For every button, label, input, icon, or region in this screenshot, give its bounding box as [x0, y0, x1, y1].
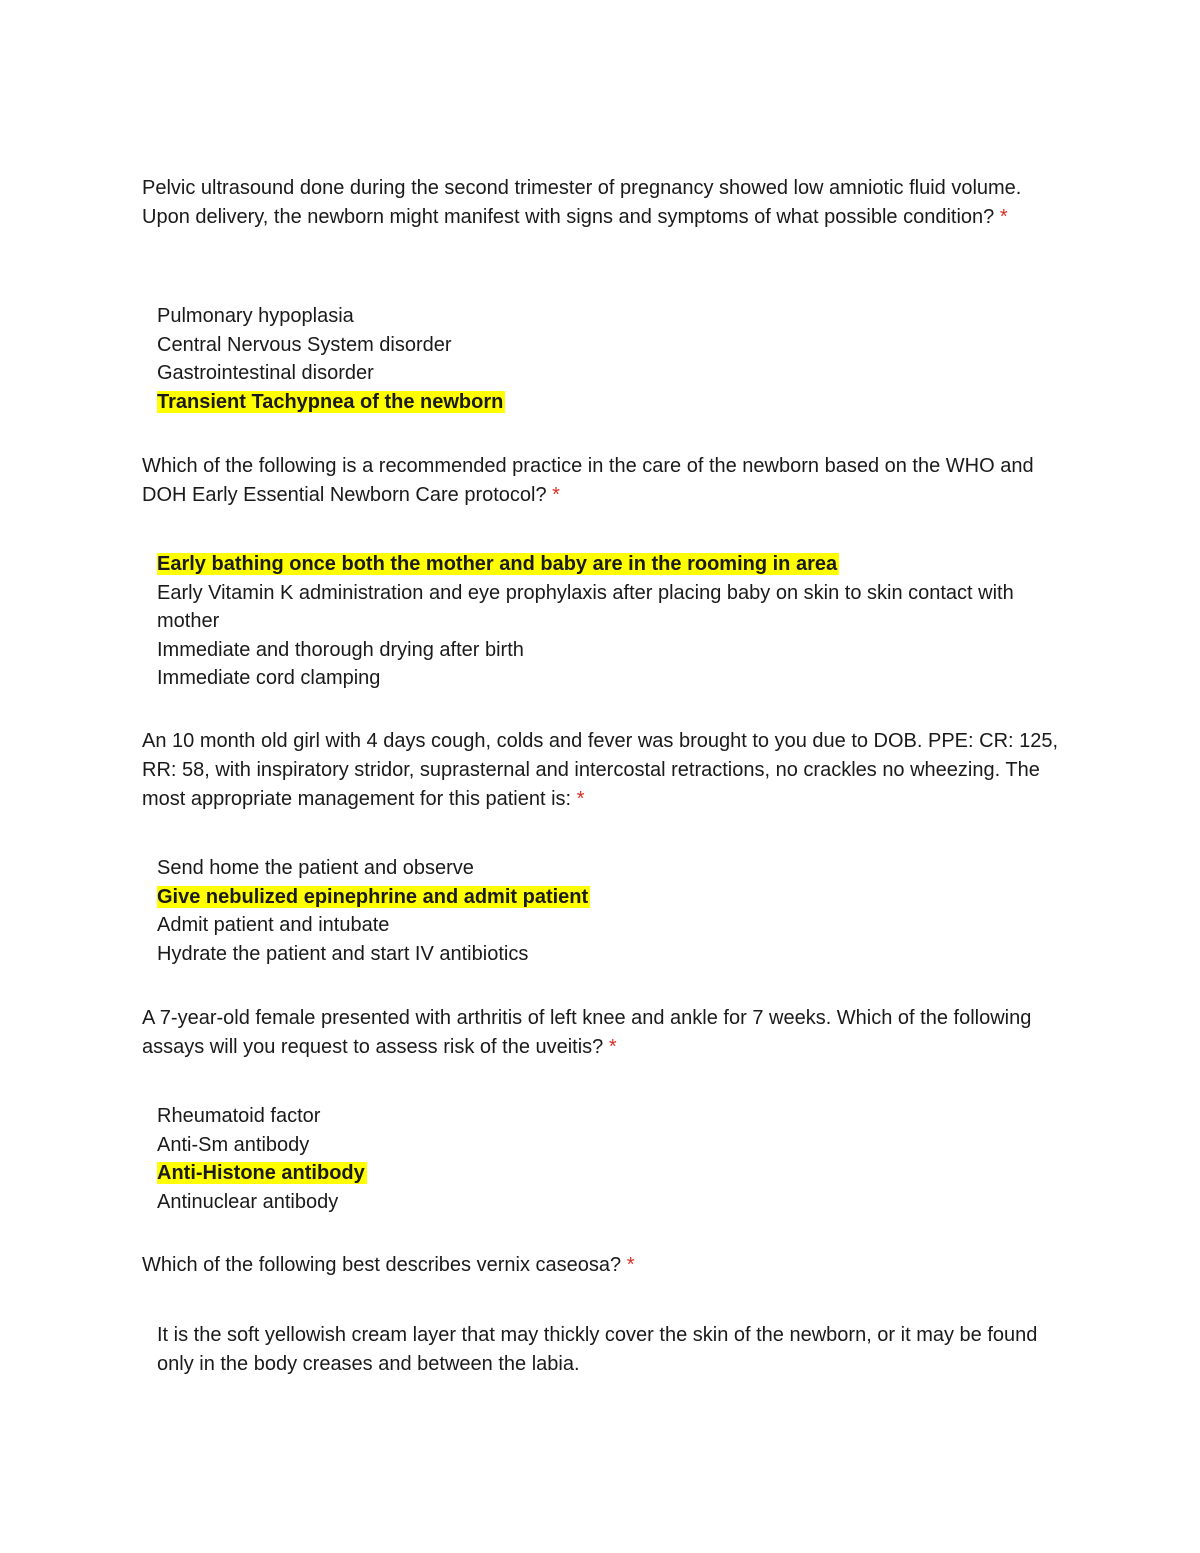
- option: Admit patient and intubate: [157, 914, 390, 936]
- question-3: [142, 727, 1072, 814]
- option: Hydrate the patient and start IV antibiotics: [157, 942, 529, 965]
- option: Central Nervous System disorder: [157, 333, 452, 356]
- required-mark: *: [576, 788, 585, 810]
- question-3-options: [157, 854, 1057, 968]
- required-mark: *: [626, 1254, 635, 1276]
- question-2: [142, 452, 1072, 510]
- question-4-options: [157, 1102, 1057, 1216]
- question-text: Which of the following best describes vernix caseosa? *: [142, 1254, 635, 1276]
- option: Pulmonary hypoplasia: [157, 305, 354, 327]
- required-mark: *: [608, 1036, 617, 1058]
- option: Antinuclear antibody: [157, 1190, 339, 1213]
- option: Immediate and thorough drying after birth: [157, 638, 524, 661]
- option: Rheumatoid factor: [157, 1105, 321, 1127]
- option: Anti-Sm antibody: [157, 1133, 310, 1156]
- option-highlighted: Anti-Histone antibody: [157, 1162, 365, 1184]
- question-text: Which of the following is a recommended practice in the care of the newborn based on the WHO and DOH Early Essential Newborn Care protocol? *: [142, 455, 1034, 506]
- option-highlighted: Give nebulized epinephrine and admit patient: [157, 885, 589, 908]
- option: Early Vitamin K administration and eye prophylaxis after placing baby on skin to skin contact with mother: [157, 581, 1014, 632]
- question-5-options: [157, 1321, 1057, 1378]
- option-highlighted: Transient Tachypnea of the newborn: [157, 390, 504, 413]
- question-4: [142, 1004, 1072, 1062]
- option: Gastrointestinal disorder: [157, 362, 374, 384]
- question-5: [142, 1251, 1072, 1280]
- question-1: [142, 174, 1072, 232]
- question-text: Pelvic ultrasound done during the second trimester of pregnancy showed low amniotic fluid volume. Upon delivery, the newborn might manifest with signs and symptoms of what possible condition? *: [142, 177, 1022, 228]
- required-mark: *: [552, 484, 560, 506]
- question-text: A 7-year-old female presented with arthritis of left knee and ankle for 7 weeks. Which of the following assays will you request to assess risk of the uveitis? *: [142, 1007, 1032, 1058]
- question-text: An 10 month old girl with 4 days cough, colds and fever was brought to you due to DOB. PPE: CR: 125, RR: 58, with inspiratory stridor, suprasternal and intercostal retractions, no crackles no wheezing. The most appropriate management for this patient is: *: [142, 730, 1059, 810]
- option: Immediate cord clamping: [157, 667, 381, 689]
- option: Send home the patient and observe: [157, 857, 474, 879]
- option-highlighted: Early bathing once both the mother and baby are in the rooming in area: [157, 553, 838, 575]
- option: It is the soft yellowish cream layer that may thickly cover the skin of the newborn, or it may be found only in the body creases and between the labia.: [157, 1324, 1038, 1375]
- question-2-options: [157, 550, 1057, 693]
- required-mark: *: [999, 206, 1008, 228]
- question-1-options: [157, 302, 1057, 416]
